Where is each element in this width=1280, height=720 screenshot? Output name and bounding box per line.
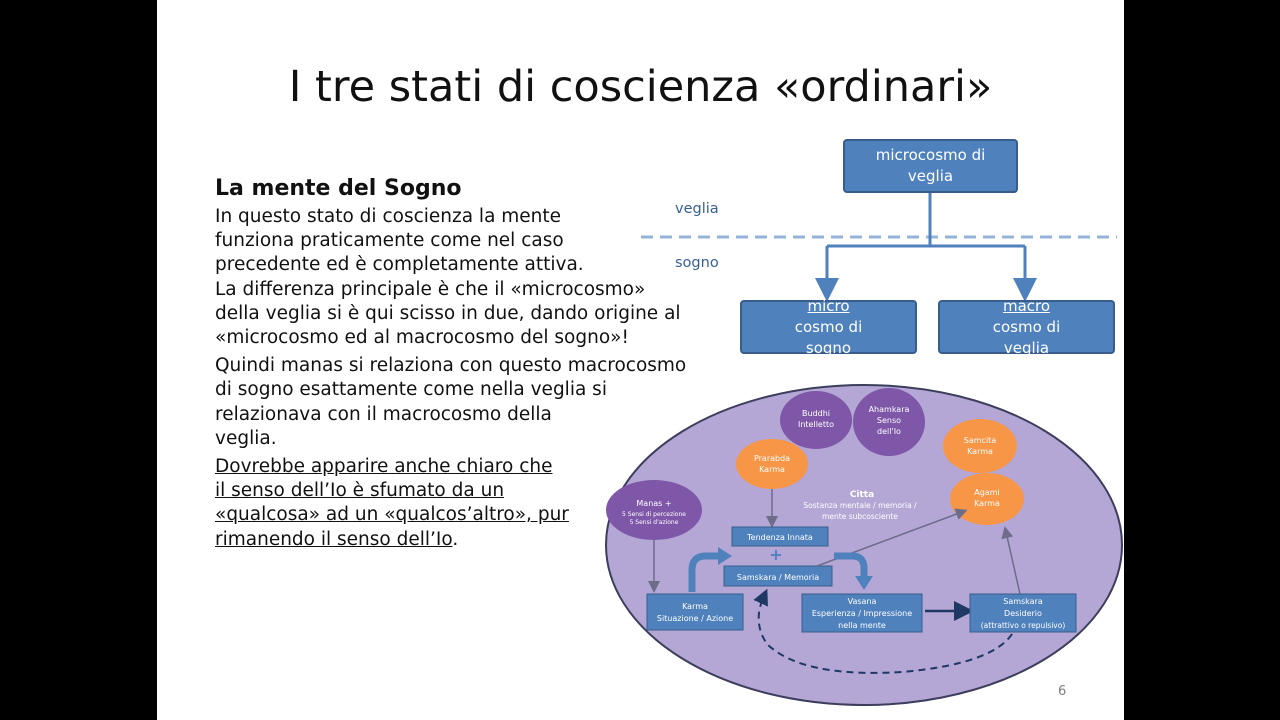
- svg-text:Samskara: [1003, 597, 1043, 606]
- buddhi-label: Buddhi: [801, 409, 831, 418]
- box-microcosmo-veglia: [843, 139, 1018, 193]
- manas-sublabel: 5 Sensi d'azione: [629, 519, 679, 526]
- box-macrocosmo-veglia: [938, 296, 1115, 357]
- svg-text:Karma: [682, 602, 708, 611]
- svg-text:Manas +: [636, 499, 671, 508]
- manas-node: [606, 480, 702, 540]
- text-line: precedente ed è completamente attiva.: [215, 254, 584, 276]
- prarabda-sublabel: Karma: [759, 465, 785, 474]
- text-line: In questo stato di coscienza la mente: [215, 206, 562, 227]
- box-text: veglia: [1003, 338, 1050, 357]
- svg-text:Prarabda: [754, 454, 790, 463]
- svg-text:dell'Io: [877, 427, 901, 436]
- box-microcosmo-sogno: [740, 296, 917, 357]
- text-period: .: [452, 528, 459, 550]
- text-line: relazionava con il macrocosmo della: [215, 403, 552, 425]
- samcita-sublabel: Karma: [967, 447, 993, 456]
- svg-text:Karma: [759, 465, 785, 474]
- samskara-desiderio-sublabel: Desiderio: [1004, 609, 1042, 618]
- samcita-node: [943, 419, 1017, 473]
- box-text: cosmo di: [794, 317, 863, 336]
- text-line: funziona praticamente come nel caso: [215, 230, 564, 252]
- svg-text:Buddhi: [802, 409, 830, 418]
- svg-text:(attrattivo o repulsivo): [981, 621, 1066, 630]
- citta-sublabel: Sostanza mentale / memoria /: [803, 501, 917, 510]
- karma-sublabel: Situazione / Azione: [656, 614, 734, 623]
- vasana-label: Vasana: [847, 597, 877, 606]
- svg-text:Citta: [850, 490, 874, 500]
- svg-text:Ahamkara: [869, 405, 910, 414]
- prarabda-label: Prarabda: [753, 454, 791, 463]
- box-text: veglia: [907, 167, 954, 185]
- agami-sublabel: Karma: [974, 499, 1000, 508]
- label-veglia: veglia: [675, 201, 719, 217]
- svg-text:5 Sensi d'azione: [630, 519, 679, 526]
- samskara-desiderio-sublabel: (attrattivo o repulsivo): [980, 621, 1066, 630]
- ahamkara-sublabel: Senso: [876, 416, 902, 425]
- buddhi-sublabel: Intelletto: [797, 420, 835, 429]
- text-line: di sogno esattamente come nella veglia si: [215, 379, 607, 401]
- svg-text:Samskara / Memoria: [737, 573, 819, 582]
- samskara-desiderio-label: Samskara: [1003, 597, 1043, 606]
- manas-label: Manas +: [636, 499, 672, 508]
- svg-text:Senso: [877, 416, 901, 425]
- tendenza-label: Tendenza Innata: [747, 533, 813, 542]
- plus-sign: +: [769, 545, 783, 564]
- agami-label: Agami: [974, 488, 1000, 497]
- svg-text:Desiderio: [1004, 609, 1042, 618]
- karma-label: Karma: [682, 602, 708, 611]
- citta-sublabel: mente subcosciente: [822, 512, 898, 521]
- svg-text:Sostanza mentale / memoria /: [803, 501, 917, 510]
- svg-text:5 Sensi di percezione: [622, 511, 686, 518]
- svg-text:Tendenza Innata: [746, 533, 813, 542]
- text-line-underlined: Dovrebbe apparire anche chiaro che: [215, 456, 553, 478]
- svg-text:Agami: [974, 488, 999, 497]
- box-text-underlined: micro: [807, 296, 850, 315]
- slide: [157, 0, 1124, 720]
- text-line-underlined: rimanendo il senso dell’Io: [215, 528, 453, 550]
- prarabda-node: [736, 439, 808, 489]
- svg-text:Esperienza / Impressione: [812, 609, 912, 618]
- text-line: della veglia si è qui scisso in due, dando origine al: [215, 302, 681, 324]
- svg-text:Intelletto: [798, 420, 834, 429]
- samskara-memoria-label: Samskara / Memoria: [736, 573, 820, 582]
- svg-text:Karma: [974, 499, 1000, 508]
- vasana-sublabel: Esperienza / Impressione: [811, 609, 913, 618]
- text-line: Quindi manas si relaziona con questo macrocosmo: [215, 355, 687, 377]
- text-line: veglia.: [215, 427, 277, 449]
- text-line-underlined: il senso dell’Io è sfumato da un: [215, 480, 505, 502]
- ahamkara-label: Ahamkara: [868, 405, 910, 414]
- ahamkara-sublabel: dell'Io: [877, 427, 901, 436]
- svg-text:Samcita: [964, 436, 997, 445]
- mind-diagram: [602, 382, 1124, 710]
- section-heading: La mente del Sogno: [215, 176, 462, 201]
- page-number: 6: [1058, 684, 1067, 699]
- svg-text:Vasana: [848, 597, 877, 606]
- slide-title: I tre stati di coscienza «ordinari»: [288, 62, 993, 112]
- box-text: microcosmo di: [875, 146, 986, 164]
- svg-text:Situazione / Azione: [657, 614, 733, 623]
- svg-text:Karma: [967, 447, 993, 456]
- box-text-underlined: macro: [1002, 296, 1051, 315]
- text-line: La differenza principale è che il «microcosmo»: [215, 278, 646, 300]
- svg-text:nella mente: [838, 621, 886, 630]
- box-text: cosmo di: [992, 317, 1061, 336]
- label-sogno: sogno: [675, 255, 719, 271]
- box-text: sogno: [805, 338, 852, 357]
- text-line-underlined: «qualcosa» ad un «qualcos’altro», pur: [215, 504, 569, 526]
- citta-label: Citta: [849, 490, 875, 500]
- text-line: «microcosmo ed al macrocosmo del sogno»!: [215, 327, 629, 349]
- svg-text:mente subcosciente: [822, 512, 898, 521]
- vasana-sublabel: nella mente: [838, 621, 886, 630]
- manas-sublabel: 5 Sensi di percezione: [622, 511, 686, 518]
- samcita-label: Samcita: [963, 436, 997, 445]
- karma-box: [647, 594, 743, 630]
- svg-text:+: [769, 545, 782, 564]
